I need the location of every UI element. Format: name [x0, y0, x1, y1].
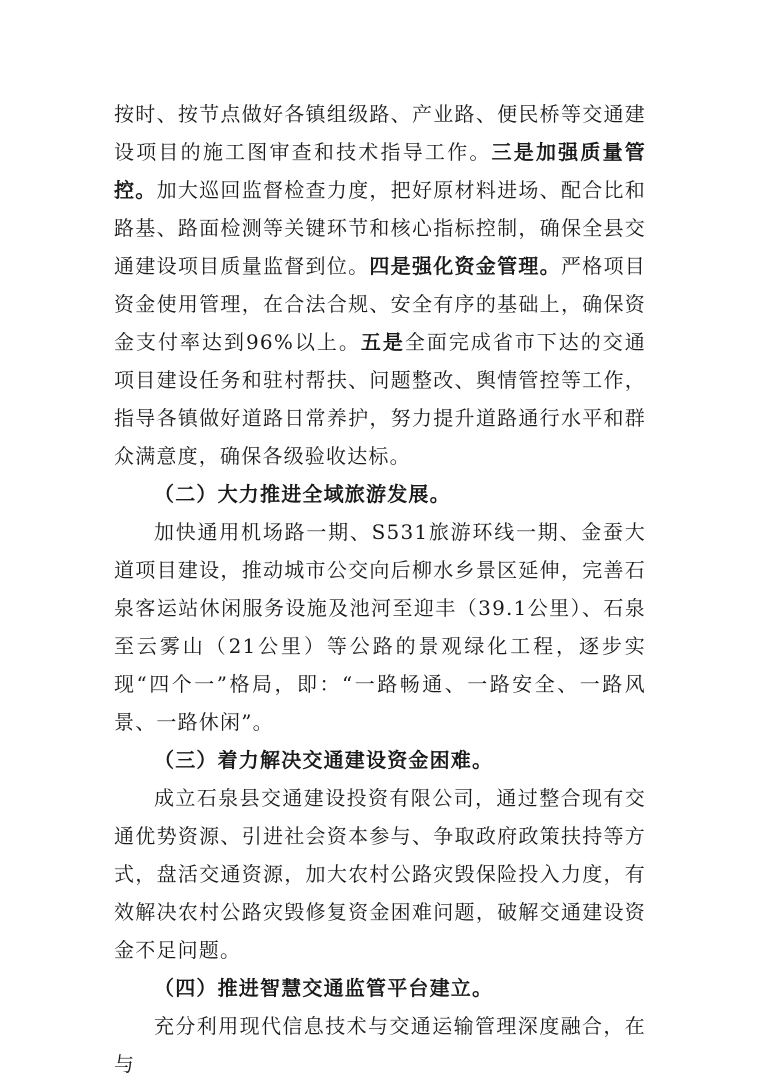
text-run: 按时、按节点做好各镇组级路、产业路、便民桥等交通建设项目的施工图审查和技术指导工作。 — [114, 102, 646, 164]
section-heading-tourism: （二）大力推进全域旅游发展。 — [154, 482, 451, 506]
section-heading-funding: （三）着力解决交通建设资金困难。 — [154, 748, 494, 772]
text-run: 加大巡回监督检查力度，把好原材料进场、配合比和路基、路面检测等关键环节和核心指标控制，确保全县交通建设项目质量监督到位。 — [114, 178, 646, 278]
text-run: 全面完成省市下达的交通项目建设任务和驻村帮扶、问题整改、舆情管控等工作，指导各镇做好道路日常养护，努力提升道路通行水平和群众满意度，确保各级验收达标。 — [114, 330, 646, 468]
text-run: 严格项目资金使用管理，在合法合规、安全有序的基础上，确保资金支付率达到96%以上。 — [114, 254, 646, 354]
paragraph-continuation — [114, 95, 646, 475]
section-body-smart-traffic: 充分利用现代信息技术与交通运输管理深度融合，在与 — [114, 1014, 646, 1076]
section-body-tourism: 加快通用机场路一期、S531旅游环线一期、金蚕大道项目建设，推动城市公交向后柳水乡景区延伸，完善石泉客运站休闲服务设施及池河至迎丰（39.1公里）、石泉至云雾山（21公里）等公路的景观绿化工程，逐步实现“四个一”格局，即：“一路畅通、一路安全、一路风景、一路休闲”。 — [114, 520, 646, 734]
section-body-funding: 成立石泉县交通建设投资有限公司，通过整合现有交通优势资源、引进社会资本参与、争取政府政策扶持等方式，盘活交通资源，加大农村公路灾毁保险投入力度，有效解决农村公路灾毁修复资金困难问题，破解交通建设资金不足问题。 — [114, 786, 646, 962]
bold-run-quality-control: 三是加强质量管控。 — [114, 140, 646, 202]
document-body — [114, 95, 646, 1083]
bold-run-fund-management: 四是强化资金管理。 — [369, 254, 561, 278]
section-heading-smart-traffic: （四）推进智慧交通监管平台建立。 — [154, 976, 494, 1000]
bold-run-fifth: 五是 — [360, 330, 405, 354]
